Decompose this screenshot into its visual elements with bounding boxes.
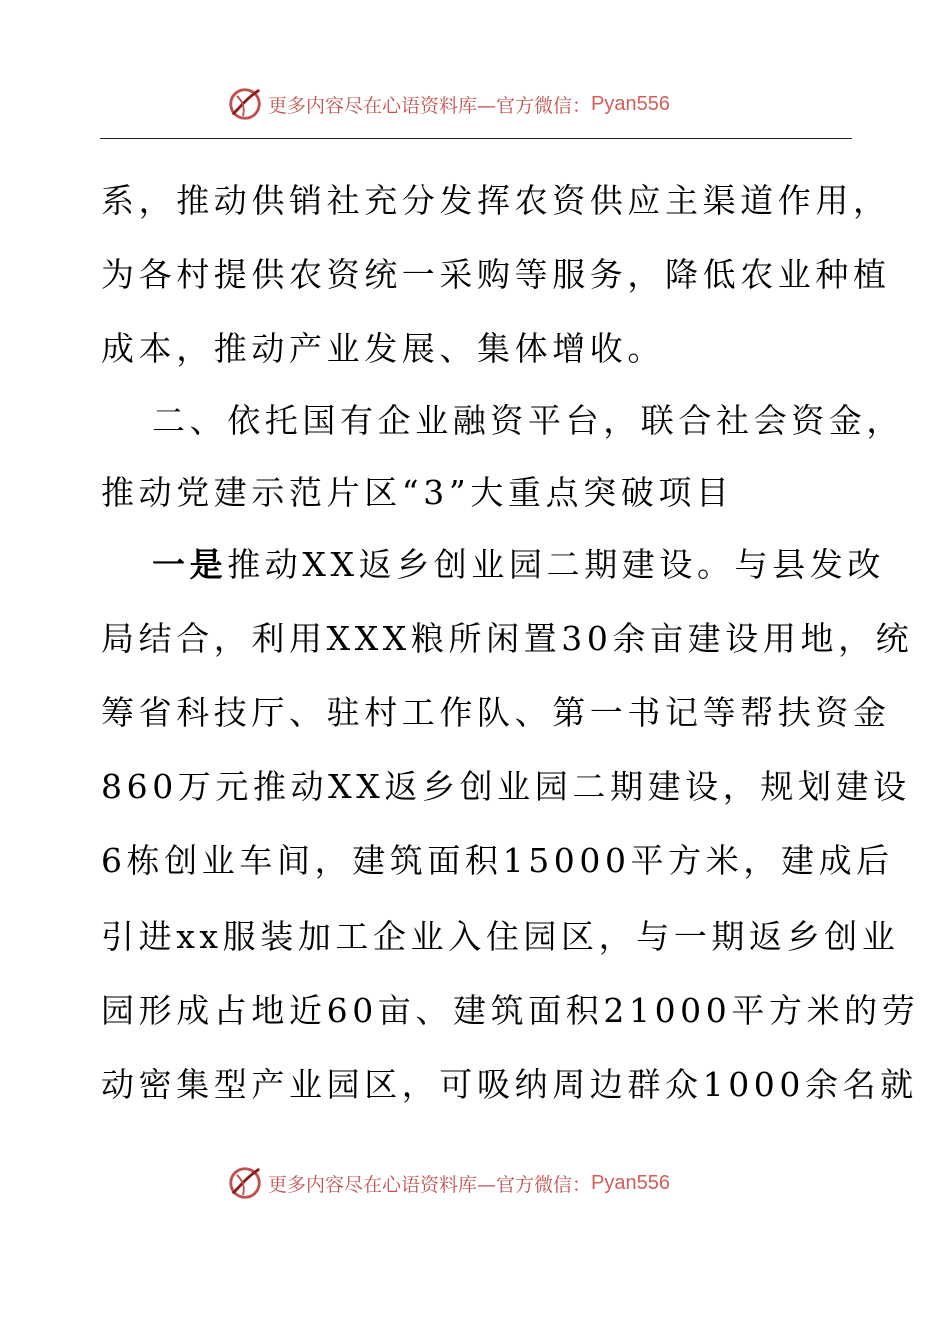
body-line: 6栋创业车间，建筑面积15000平方米，建成后 xyxy=(101,841,894,880)
brush-logo-icon xyxy=(226,1164,264,1202)
body-line: 局结合，利用XXX粮所闲置30余亩建设用地，统 xyxy=(101,619,914,658)
header-watermark xyxy=(226,84,670,124)
section-heading-line: 二、依托国有企业融资平台，联合社会资金， xyxy=(152,401,904,440)
body-line: 860万元推动XX返乡创业园二期建设，规划建设 xyxy=(101,767,911,806)
item-first-line-text: 推动XX返乡创业园二期建设。与县发改 xyxy=(227,545,885,584)
watermark-text: 更多内容尽在心语资料库—官方微信： xyxy=(268,1173,592,1196)
brush-logo-icon xyxy=(226,85,264,123)
watermark-id: Pyan556 xyxy=(591,92,670,115)
body-line: 成本，推动产业发展、集体增收。 xyxy=(101,329,665,368)
item-lead: 一是 xyxy=(152,545,228,584)
body-line: 园形成占地近60亩、建筑面积21000平方米的劳 xyxy=(101,991,920,1030)
body-line: 引进xx服装加工企业入住园区，与一期返乡创业 xyxy=(101,917,900,956)
item-one-first-line xyxy=(152,537,912,593)
section-heading-line: 推动党建示范片区“3”大重点突破项目 xyxy=(101,473,734,512)
body-line: 为各村提供农资统一采购等服务，降低农业种植 xyxy=(101,255,891,294)
header-divider xyxy=(100,138,852,139)
watermark-text: 更多内容尽在心语资料库—官方微信： xyxy=(268,94,592,117)
watermark-id: Pyan556 xyxy=(591,1171,670,1194)
footer-watermark xyxy=(226,1163,670,1203)
body-line: 系，推动供销社充分发挥农资供应主渠道作用， xyxy=(101,181,891,220)
body-line: 动密集型产业园区，可吸纳周边群众1000余名就 xyxy=(101,1065,918,1104)
body-line: 筹省科技厅、驻村工作队、第一书记等帮扶资金 xyxy=(101,693,891,732)
